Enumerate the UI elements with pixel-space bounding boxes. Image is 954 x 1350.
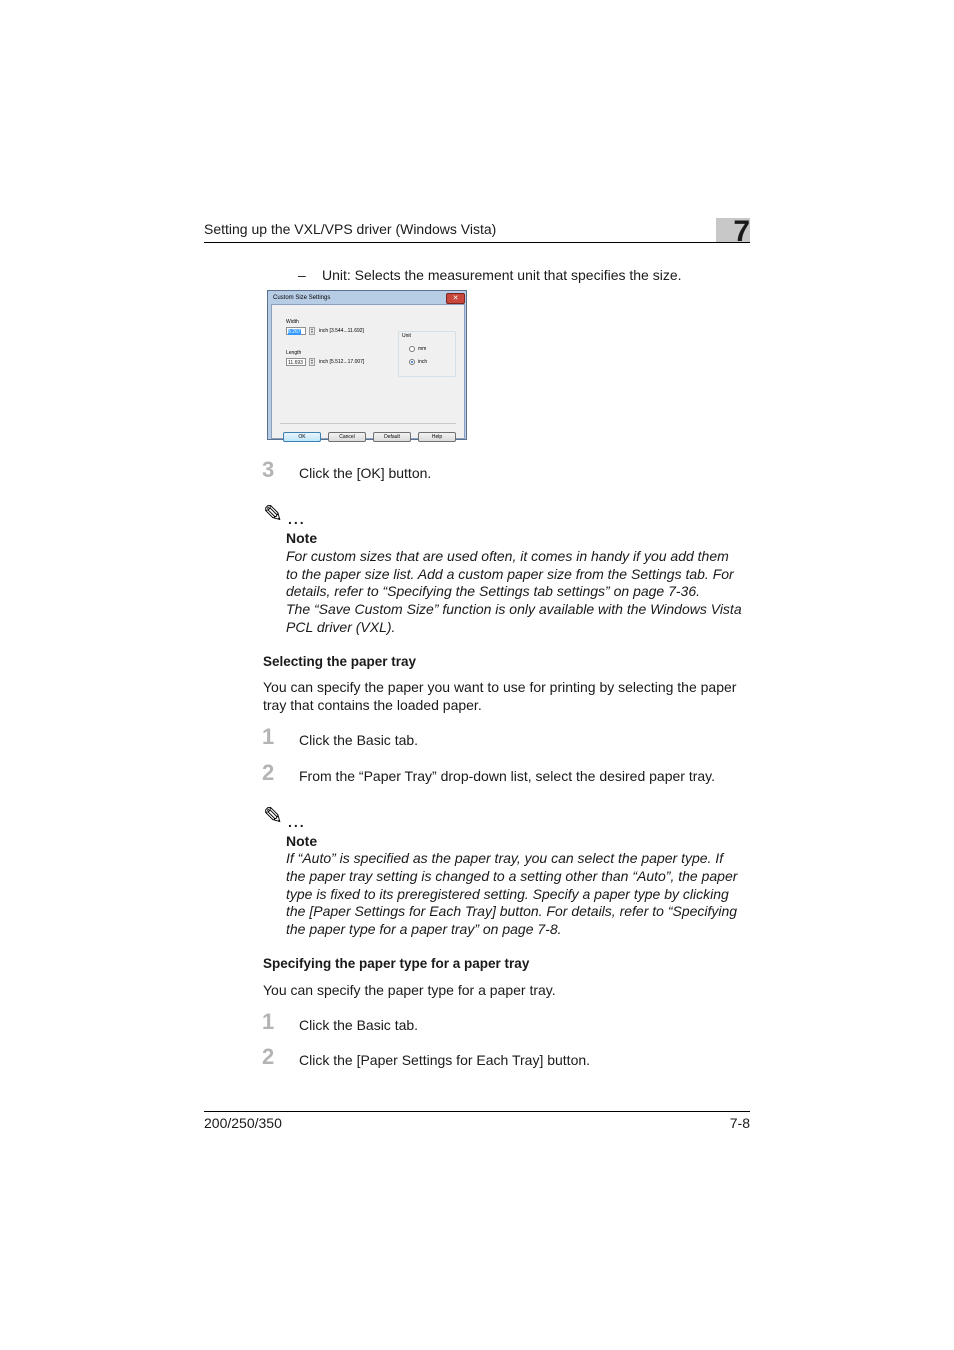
ellipsis-icon: ... xyxy=(288,814,306,830)
step-text: Click the [Paper Settings for Each Tray] button. xyxy=(299,1052,591,1068)
pencil-icon: ✎ xyxy=(263,803,284,830)
width-label: Width xyxy=(286,319,299,325)
unit-mm-radio[interactable] xyxy=(409,346,415,352)
step-text: Click the [OK] button. xyxy=(299,465,432,481)
note-line: type is fixed to its preregistered setting. Specify a paper type by clicking xyxy=(286,886,729,902)
dialog-client-area xyxy=(271,304,465,439)
paragraph-line: You can specify the paper you want to use for printing by selecting the paper xyxy=(263,679,737,695)
width-value: 8.267 xyxy=(288,329,301,335)
width-field[interactable] xyxy=(286,327,306,335)
note-line: to the paper size list. Add a custom paper size from the Settings tab. For xyxy=(286,566,734,582)
bullet-dash: – xyxy=(298,267,306,283)
step-text: Click the Basic tab. xyxy=(299,732,419,748)
close-icon[interactable]: ✕ xyxy=(446,293,465,304)
note-line: the paper tray setting is changed to a setting other than “Auto”, the paper xyxy=(286,868,738,884)
ellipsis-icon: ... xyxy=(288,511,306,527)
running-header-title: Setting up the VXL/VPS driver (Windows Vista) xyxy=(204,221,497,237)
length-spinner[interactable]: ▲ ▼ xyxy=(310,358,314,365)
ok-button[interactable]: OK xyxy=(283,432,321,442)
note-line: details, refer to “Specifying the Settings tab settings” on page 7-36. xyxy=(286,583,701,599)
length-range: inch [5.512...17.007] xyxy=(319,359,365,365)
step-number: 2 xyxy=(262,1044,275,1069)
section-heading: Specifying the paper type for a paper tray xyxy=(263,956,530,971)
header-rule xyxy=(204,242,750,243)
unit-group xyxy=(398,331,456,377)
step-text: Click the Basic tab. xyxy=(299,1017,419,1033)
note-line: If “Auto” is specified as the paper tray, you can select the paper type. If xyxy=(286,850,724,866)
custom-size-settings-dialog xyxy=(267,290,467,440)
paragraph-line: You can specify the paper type for a paper tray. xyxy=(263,982,556,998)
unit-inch-radio[interactable] xyxy=(409,359,415,365)
unit-label: Unit xyxy=(402,333,411,339)
step-number: 1 xyxy=(262,1009,275,1034)
cancel-button[interactable]: Cancel xyxy=(328,432,366,442)
step-number: 2 xyxy=(262,760,275,785)
note-line: For custom sizes that are used often, it comes in handy if you add them xyxy=(286,548,729,564)
unit-mm-label: mm xyxy=(418,346,427,352)
step-number: 3 xyxy=(262,457,275,482)
length-label: Length xyxy=(286,350,302,356)
note-label: Note xyxy=(286,530,318,546)
footer-rule xyxy=(204,1111,750,1112)
width-spinner[interactable]: ▲ ▼ xyxy=(310,327,314,334)
unit-inch-label: inch xyxy=(418,359,428,365)
note-line: The “Save Custom Size” function is only available with the Windows Vista xyxy=(286,601,742,617)
dialog-separator xyxy=(280,423,456,424)
step-number: 1 xyxy=(262,724,275,749)
help-button[interactable]: Help xyxy=(418,432,456,442)
note-label: Note xyxy=(286,833,318,849)
chapter-number: 7 xyxy=(733,215,750,248)
pencil-icon: ✎ xyxy=(263,501,284,528)
bullet-unit-text: Unit: Selects the measurement unit that specifies the size. xyxy=(322,267,682,283)
paragraph-line: tray that contains the loaded paper. xyxy=(263,697,482,713)
dialog-title: Custom Size Settings xyxy=(273,295,331,301)
length-field[interactable]: 11.693 xyxy=(286,358,306,366)
note-line: PCL driver (VXL). xyxy=(286,619,396,635)
footer-page-number: 7-8 xyxy=(729,1115,750,1131)
section-heading: Selecting the paper tray xyxy=(263,654,417,669)
note-line: the [Paper Settings for Each Tray] button. For details, refer to “Specifying xyxy=(286,903,738,919)
default-button[interactable]: Default xyxy=(373,432,411,442)
note-line: the paper type for a paper tray” on page 7-8. xyxy=(286,921,562,937)
width-range: inch [3.544...11.692] xyxy=(319,328,364,334)
step-text: From the “Paper Tray” drop-down list, select the desired paper tray. xyxy=(299,768,716,784)
footer-model: 200/250/350 xyxy=(204,1115,282,1131)
